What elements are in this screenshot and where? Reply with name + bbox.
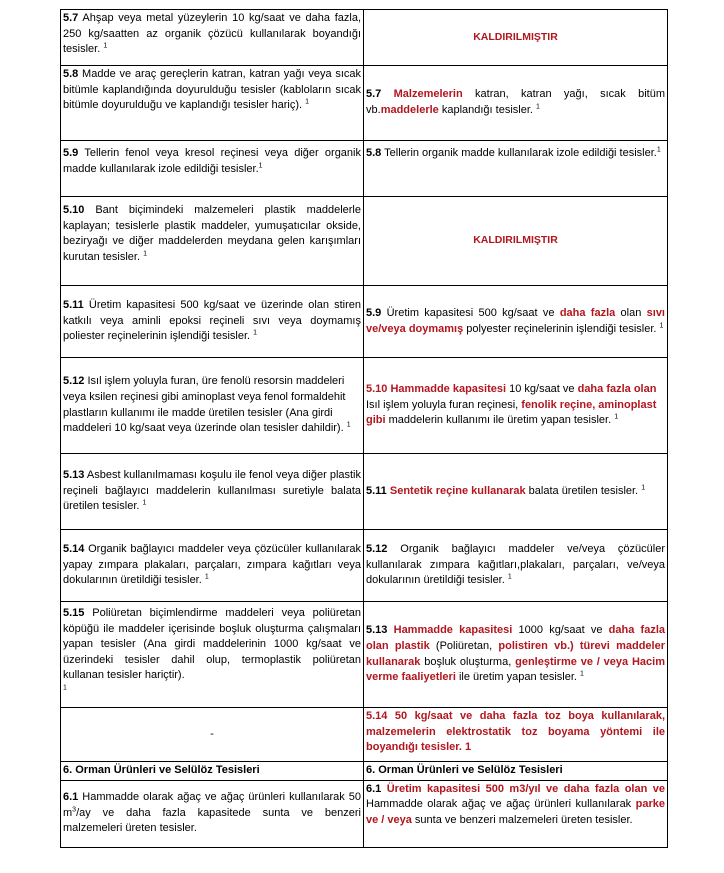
footnote-mark: 1 [641,484,646,492]
table-row [61,708,668,762]
new-clause-cell [364,708,668,762]
section-header [364,762,668,781]
clause-text: ile üretim yapan tesisler. [455,671,577,684]
old-clause-cell [61,10,364,66]
clause-number: 5.7 [366,88,382,101]
clause-text: kaplandığı tesisler. [438,104,533,116]
old-clause-cell [61,602,364,708]
new-clause-cell [364,66,668,141]
footnote-mark: 1 [659,321,664,329]
changed-text: daha fazla [559,306,616,319]
clause-number: 5.13 [366,624,388,637]
new-clause-cell [364,780,668,847]
clause-text: boşluk oluşturma, [420,655,516,668]
new-clause-cell [364,141,668,197]
old-clause-cell [61,141,364,197]
table-row [61,454,668,530]
clause-text: Hammadde olarak ağaç ve ağaç ürünleri kullanılarak 50 m [63,791,361,819]
clause-number: 5.11 [366,484,387,497]
table-row [61,197,668,286]
changed-text: daha fazla olan [577,383,657,396]
footnote-mark: 1 [142,499,147,507]
section-title: 6. Orman Ürünleri ve Selülöz Tesisleri [63,764,260,776]
new-clause-cell [364,197,668,286]
clause-text: 1000 kg/saat ve [512,624,609,637]
changed-text: Hammadde kapasitesi [387,624,513,637]
clause-text: olan [615,306,647,319]
old-clause-cell [61,197,364,286]
clause-number: 5.10 [63,204,85,216]
changed-text: polistiren vb.) türevi maddeler kullanarak [366,639,665,668]
section-header-row [61,762,668,781]
old-clause-cell [61,286,364,358]
clause-text: Üretim kapasitesi 500 kg/saat ve [381,306,560,319]
footnote-mark: 1 [536,103,540,111]
clause-text: katran, katran yağı, sıcak bitüm vb. [366,88,666,116]
clause-text: Poliüretan biçimlendirme maddeleri veya poliüretan köpüğü ile maddeler içerisinde boşluk oluşturma çalışmaları yapan tesisler (Ana girdi maddelerinin 1000 kg/saat ve üzerindeki tesisler dahil olup, termoplastik poliüretan kullanan tesisler hariçtir). [63,607,361,682]
clause-text: polyester reçinelerinin işlendiği tesisler. [463,322,657,335]
clause-text: Isıl işlem yoluyla furan, üre fenolü resorsin maddeleri veya ksilen reçinesi gibi aminoplast veya fenol formaldehit plastların kullanımı ile madde üretilen tesisler (Ana girdi maddeleri 10 kg/saat veya üzerinde olan tesisler dahildir). [63,375,346,435]
clause-text: Organik bağlayıcı maddeler ve/veya çözücüler kullanılarak zımpara kağıtları,plakaları, parçaları, ve/veya dokularının üretildiği tesisler. [366,543,665,587]
table-row [61,602,668,708]
table-row [61,66,668,141]
footnote-mark: 1 [656,146,661,154]
footnote-mark: 1 [580,670,584,678]
clause-text: sunta ve benzeri malzemeleri üreten tesisler. [411,813,633,826]
clause-number: 5.13 [63,469,85,482]
superscript: 3 [72,806,77,814]
table-row [61,286,668,358]
changed-text: Üretim kapasitesi 500 m3/yıl ve daha fazla olan ve [381,782,665,795]
new-clause-cell [364,454,668,530]
table-row [61,141,668,197]
footnote-mark: 1 [204,573,209,581]
new-clause-cell [364,602,668,708]
clause-number: 5.12 [366,543,388,556]
new-clause-cell [364,530,668,602]
clause-text: (Poliüretan, [429,639,499,652]
footnote-mark: 1 [614,413,619,421]
clause-text: Ahşap veya metal yüzeylerin 10 kg/saat ve daha fazla, 250 kg/saatten az organik çözücü kullanılarak boyandığı tesisler. [63,12,361,56]
new-clause-cell [364,358,668,454]
clause-text: balata üretilen tesisler. [525,484,639,497]
clause-text: Hammadde olarak ağaç ve ağaç ürünleri kullanılarak [366,798,636,811]
changed-text: daha fazla olan plastik [366,624,665,652]
changed-text: Sentetik reçine kullanarak [386,484,526,497]
new-clause-cell [364,10,668,66]
footnote-mark: 1 [507,573,512,581]
footnote-mark: 1 [143,250,148,258]
clause-text: Bant biçimindeki malzemeleri plastik maddelerle kaplayan; tesislerle plastik maddeler, yumuşatıcılar okside, beziryağı ve diğer maddelerden meydana gelen karışımları kurutan tesisler. [63,204,361,263]
clause-number: 6.1 [366,782,382,795]
changed-text: 5.14 50 kg/saat ve daha fazla toz boya kullanılarak, malzemelerin elektrostatik toz boyama yöntemi ile boyandığı tesisler. 1 [366,710,665,754]
clause-number: 5.10 [366,383,388,396]
clause-text: Organik bağlayıcı maddeler veya çözücüler kullanılarak yapay zımpara plakaları, parçaları, zımpara kağıtları veya dokularının üretildiği tesisler. [63,543,361,587]
table-row [61,10,668,66]
old-clause-cell [61,66,364,141]
table-row [61,530,668,602]
changed-text: Malzemelerin [381,88,463,101]
old-clause-cell [61,454,364,530]
footnote-mark: 1 [253,329,258,337]
old-clause-cell [61,780,364,847]
clause-text: maddelerin kullanımı ile üretim yapan tesisler. [385,414,612,427]
changed-text: fenolik reçine, aminoplast gibi [366,398,657,427]
clause-number: 5.11 [63,299,84,312]
table-row [61,358,668,454]
clause-number: 5.9 [366,306,382,319]
clause-text: 10 kg/saat ve [506,383,578,396]
changed-text: parke ve / veya [366,798,665,826]
clause-number: 5.7 [63,12,79,24]
regulation-comparison-table [60,9,668,848]
clause-number: 5.8 [63,68,79,80]
clause-number: 5.8 [366,147,382,159]
clause-text: Madde ve araç gereçlerin katran, katran yağı veya sıcak bitümle kaplandığında doyurulduğu tesisler (kabloların sıcak bitümle doyurulduğu ve kaplandığı tesisler hariç). [63,68,361,112]
clause-text: Asbest kullanılmaması koşulu ile fenol veya diğer plastik reçineli bağlayıcı maddelerin kullanılması suretiyle balata üretilen tesisler. [63,469,361,513]
clause-text: Isıl işlem yoluyla furan reçinesi, [366,398,522,411]
clause-text: Üretim kapasitesi 500 kg/saat ve üzerinde olan stiren katkılı veya aminli epoksi reçineli sıvı veya doymamış poliester reçinelerinin işlendiği tesisler. [63,299,361,343]
old-clause-cell [61,530,364,602]
section-title: 6. Orman Ürünleri ve Selülöz Tesisleri [366,764,563,776]
clause-text: /ay ve daha fazla kapasitede sunta ve benzeri malzemeleri üreten tesisler. [63,806,361,835]
changed-text: sıvı ve/veya doymamış [366,306,665,335]
removed-label: KALDIRILMIŞTIR [473,234,558,247]
section-header [61,762,364,781]
footnote-mark: 1 [103,42,108,50]
removed-label: KALDIRILMIŞTIR [473,30,558,43]
footnote-mark: 1 [63,684,67,692]
table-row [61,780,668,847]
new-clause-cell [364,286,668,358]
old-clause-cell [61,708,364,762]
changed-text: maddelerle [380,104,439,116]
footnote-mark: 1 [305,98,310,106]
empty-dash: - [210,727,214,740]
footnote-mark: 1 [258,161,263,169]
changed-text: genleştirme ve / veya Hacim verme faaliyetleri [366,655,666,684]
footnote-mark: 1 [346,421,351,429]
changed-text: Hammadde kapasitesi [387,383,507,396]
clause-number: 5.14 [63,543,85,556]
clause-number: 5.15 [63,607,85,619]
old-clause-cell [61,358,364,454]
clause-text: Tellerin organik madde kullanılarak izole edildiği tesisler. [381,147,657,159]
clause-text: Tellerin fenol veya kresol reçinesi veya diğer organik madde kullanılarak izole edildiği tesisler. [63,147,361,175]
clause-number: 6.1 [63,791,79,804]
clause-number: 5.12 [63,375,85,388]
clause-number: 5.9 [63,147,79,159]
